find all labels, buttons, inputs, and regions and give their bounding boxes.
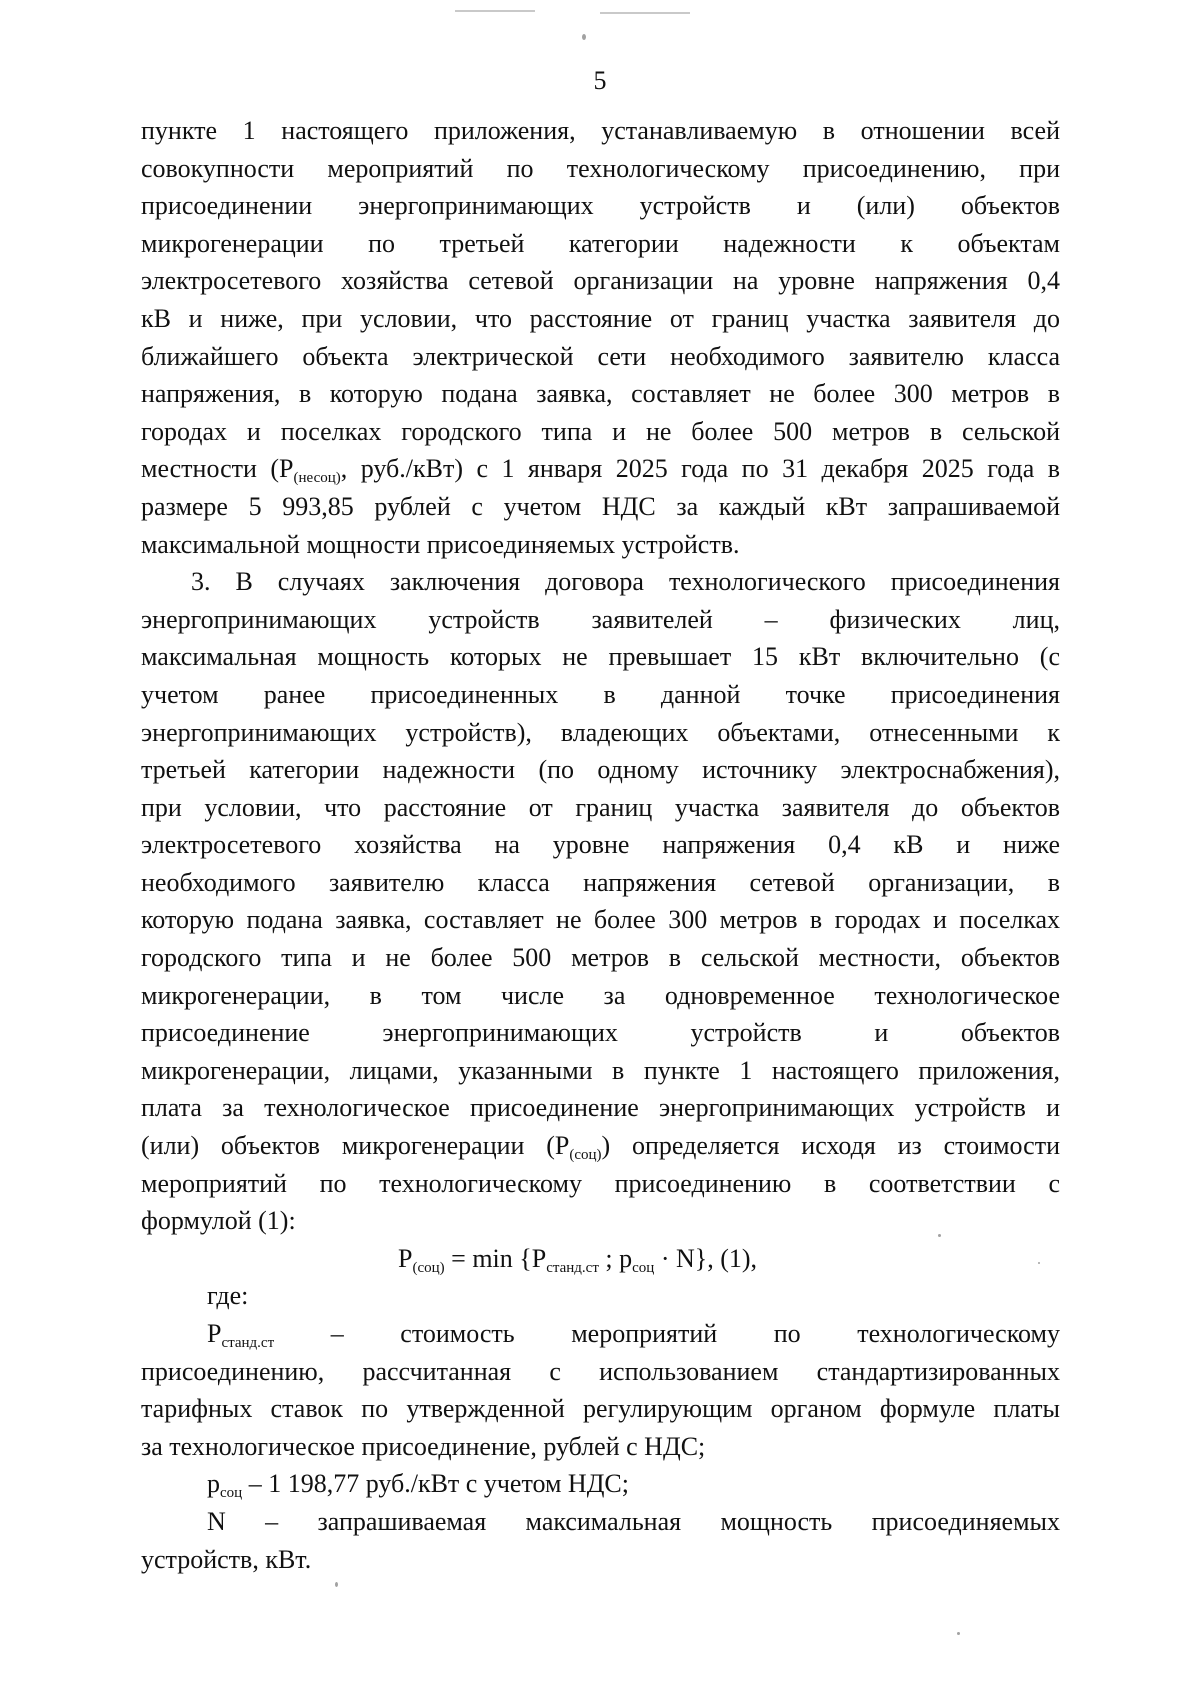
scan-speck [335,1582,338,1587]
text-line: максимальной мощности присоединяемых устройств. [141,529,740,559]
where-label: где: [207,1281,249,1311]
text-line: присоединению, рассчитанная с использованием стандартизированных [141,1356,1060,1386]
text-line: микрогенерации по третьей категории надежности к объектам [141,228,1060,258]
scan-noise [600,12,690,14]
text-line: совокупности мероприятий по технологическому присоединению, при [141,153,1060,183]
formula-1: $P_{(соц)} = \min \{P_{станд.ст}$ ; $p_{соц} \cdot N$}, (1), [398,1243,758,1276]
definition-p-standard [141,1315,1060,1465]
text-line: максимальная мощность которых не превышает 15 кВт включительно (с [141,642,1060,672]
text-line: учетом ранее присоединенных в данной точке присоединения [141,679,1060,709]
text-line: N – запрашиваемая максимальная мощность присоединяемых [207,1506,1060,1536]
text-line: присоединение энергопринимающих устройств и объектов [141,1018,1060,1048]
text-line: формулой (1): [141,1206,296,1236]
text-line: (или) объектов микрогенерации $(P_{(соц)})$ определяется исходя из стоимости [141,1131,1060,1164]
text-line: электросетевого хозяйства на уровне напряжения 0,4 кВ и ниже [141,830,1060,860]
text-line: мероприятий по технологическому присоединению в соответствии с [141,1168,1060,1198]
text-line: при условии, что расстояние от границ участка заявителя до объектов [141,792,1060,822]
paragraph-3 [141,563,1060,1240]
paragraph-2-continuation [141,112,1060,563]
text-line: микрогенерации, лицами, указанными в пункте 1 настоящего приложения, [141,1055,1060,1085]
text-line: пункте 1 настоящего приложения, устанавливаемую в отношении всей [141,116,1060,145]
text-line: размере 5 993,85 рублей с учетом НДС за каждый кВт запрашиваемой [141,491,1060,521]
text-line: присоединении энергопринимающих устройств и (или) объектов [141,191,1060,221]
text-line: устройств, кВт. [141,1544,312,1574]
text-line: городах и поселках городского типа и не более 500 метров в сельской [141,416,1060,446]
scan-noise [455,10,535,12]
text-line: 3. В случаях заключения договора технологического присоединения [191,567,1060,597]
text-line: необходимого заявителю класса напряжения сетевой организации, в [141,867,1060,897]
text-line: кВ и ниже, при условии, что расстояние от границ участка заявителя до [141,303,1060,333]
text-line: которую подана заявка, составляет не более 300 метров в городах и поселках [141,905,1060,935]
text-line: городского типа и не более 500 метров в сельской местности, объектов [141,943,1060,973]
document-body [141,112,1060,1578]
text-line: третьей категории надежности (по одному источнику электроснабжения), [141,755,1060,785]
text-line: электросетевого хозяйства сетевой организации на уровне напряжения 0,4 [141,266,1060,296]
text-line: за технологическое присоединение, рублей с НДС; [141,1431,706,1461]
scan-speck [957,1632,960,1635]
page-number: 5 [593,66,607,95]
definition-n [141,1503,1060,1578]
text-line: энергопринимающих устройств), владеющих объектами, отнесенными к [141,717,1060,747]
definition-p-social: $p_{соц} - 1$ 198,77 руб./кВт с учетом НДС; [207,1469,630,1502]
text-line: ближайшего объекта электрической сети необходимого заявителю класса [141,341,1060,371]
text-line: плата за технологическое присоединение энергопринимающих устройств и [141,1093,1060,1123]
text-line: микрогенерации, в том числе за одновременное технологическое [141,980,1060,1010]
text-line: $P_{станд.ст}$ – стоимость мероприятий по технологическому [207,1319,1060,1351]
text-line: энергопринимающих устройств заявителей – физических лиц, [141,604,1060,634]
scan-speck [582,34,586,40]
text-line: тарифных ставок по утвержденной регулирующим органом формуле платы [141,1394,1060,1424]
text-line: напряжения, в которую подана заявка, составляет не более 300 метров в [141,379,1060,409]
text-line: местности ($P_{(несоц)}$, руб./кВт) с 1 января 2025 года по 31 декабря 2025 года в [141,454,1060,487]
